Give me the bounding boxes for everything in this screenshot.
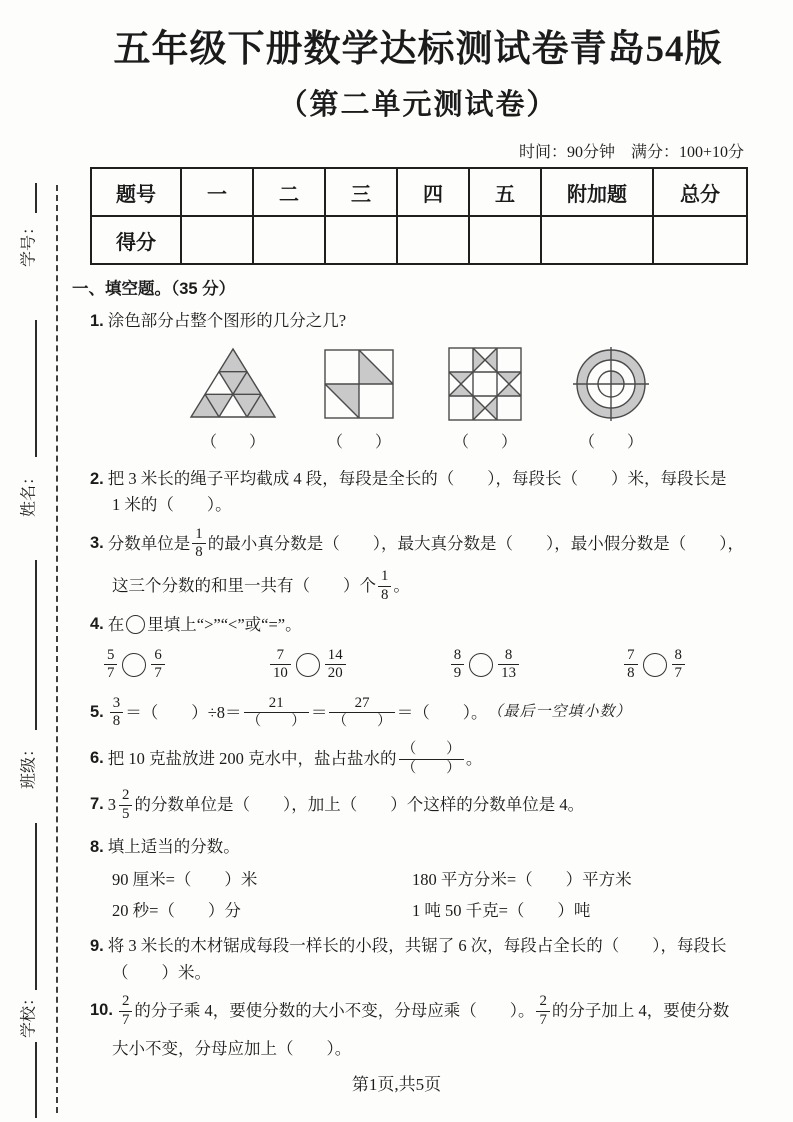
fraction: $\frac{7}{8}$ bbox=[624, 648, 637, 682]
question-number: 8. bbox=[90, 838, 104, 857]
conversion-item: 180 平方分米=（ ）平方米 bbox=[412, 869, 632, 889]
fraction: $\frac{8}{9}$ bbox=[451, 648, 464, 682]
question-text: 这三个分数的和里一共有（ ）个 bbox=[112, 576, 376, 596]
comparison-item bbox=[268, 648, 348, 682]
question-7 bbox=[90, 788, 746, 822]
score-table bbox=[90, 167, 748, 265]
question-line bbox=[90, 466, 746, 493]
paper-main-column bbox=[72, 0, 746, 1062]
concentric-circles-figure bbox=[561, 345, 661, 423]
question-text: 的分数单位是（ ），加上（ ）个这样的分数单位是 4。 bbox=[134, 795, 585, 815]
question-number: 5. bbox=[90, 703, 104, 722]
fraction: $\frac{1}{8}$ bbox=[378, 569, 391, 603]
conversion-item: 1 吨 50 千克=（ ）吨 bbox=[412, 901, 591, 921]
score-table-score-row bbox=[91, 216, 747, 264]
question-number: 1. bbox=[90, 312, 104, 331]
conversion-row bbox=[90, 898, 746, 924]
binding-dashed-line bbox=[56, 185, 58, 1113]
score-cell bbox=[253, 216, 325, 264]
triangle-pattern-figure bbox=[183, 345, 283, 423]
question-8 bbox=[90, 834, 746, 924]
class-label: 班级： bbox=[20, 740, 38, 790]
question-number: 6. bbox=[90, 749, 104, 768]
question-text: 的分子乘 4，要使分数的大小不变，分母应乘（ ）。 bbox=[134, 1001, 535, 1021]
score-cell bbox=[541, 216, 653, 264]
question-text: 的最小真分数是（ ），最大真分数是（ ），最小假分数是（ ）， bbox=[207, 534, 744, 554]
fraction: $\frac{6}{7}$ bbox=[151, 648, 164, 682]
fraction: $\frac{8}{13}$ bbox=[498, 648, 519, 682]
question-line: 大小不变，分母应加上（ ）。 bbox=[112, 1039, 352, 1059]
question-line bbox=[90, 569, 746, 603]
comparison-item bbox=[102, 648, 167, 682]
comparison-circle bbox=[296, 653, 320, 677]
square-pattern-figure bbox=[309, 345, 409, 423]
question-number: 7. bbox=[90, 795, 104, 814]
score-table-header-cell: 四 bbox=[397, 168, 469, 216]
question-1-figures bbox=[183, 345, 661, 423]
paper-subtitle: （第二单元测试卷） bbox=[278, 89, 558, 122]
question-text: 把 10 克盐放进 200 克水中，盐占盐水的 bbox=[107, 749, 397, 769]
margin-writing-line bbox=[35, 183, 37, 213]
fraction: $\frac{7}{10}$ bbox=[270, 648, 291, 682]
student-name-label: 姓名： bbox=[20, 468, 38, 518]
score-table-header-cell: 二 bbox=[253, 168, 325, 216]
score-cell bbox=[181, 216, 253, 264]
comparison-circle bbox=[122, 653, 146, 677]
question-text: 填上适当的分数。 bbox=[107, 837, 240, 857]
score-row-label: 得分 bbox=[91, 216, 181, 264]
score-cell bbox=[397, 216, 469, 264]
score-table-header-cell: 三 bbox=[325, 168, 397, 216]
fraction: $\frac{2}{7}$ bbox=[536, 994, 549, 1028]
conversion-item: 90 厘米=（ ）米 bbox=[112, 869, 258, 889]
comparison-circle-icon bbox=[126, 615, 145, 634]
fraction: $\frac{2}{7}$ bbox=[119, 994, 132, 1028]
question-line bbox=[90, 527, 746, 561]
fraction: $\frac{5}{7}$ bbox=[104, 648, 117, 682]
question-text: 分数单位是 bbox=[107, 534, 191, 554]
fraction: $\frac{8}{7}$ bbox=[672, 648, 685, 682]
fraction: $\frac{3}{8}$ bbox=[110, 696, 123, 730]
score-cell bbox=[653, 216, 747, 264]
question-3 bbox=[90, 527, 746, 603]
question-text: ＝（ ）÷8＝ bbox=[125, 703, 242, 723]
question-line bbox=[90, 834, 746, 861]
comparison-circle bbox=[469, 653, 493, 677]
school-label: 学校： bbox=[20, 989, 38, 1039]
answer-blank: （ ） bbox=[578, 433, 643, 451]
mixed-number-integer: 3 bbox=[107, 795, 117, 815]
paper-title: 五年级下册数学达标测试卷青岛54版 bbox=[113, 29, 723, 70]
score-table-header-row bbox=[91, 168, 747, 216]
question-6 bbox=[90, 742, 746, 776]
margin-writing-line bbox=[35, 823, 37, 990]
question-4 bbox=[90, 612, 746, 682]
section-1-heading: 一、填空题。（35 分） bbox=[72, 280, 236, 299]
fraction-with-blank: $\frac{27}{( )}$ bbox=[329, 696, 394, 730]
fraction-with-blank: $\frac{21}{( )}$ bbox=[244, 696, 309, 730]
comparison-circle bbox=[643, 653, 667, 677]
score-table-header-cell: 五 bbox=[469, 168, 541, 216]
question-2 bbox=[90, 466, 746, 518]
question-number: 10. bbox=[90, 1001, 113, 1020]
score-cell bbox=[469, 216, 541, 264]
comparison-row bbox=[90, 648, 687, 682]
fraction: $\frac{14}{20}$ bbox=[325, 648, 346, 682]
question-text: 将 3 米长的木材锯成每段一样长的小段，共锯了 6 次，每段占全长的（ ），每段长 bbox=[107, 935, 727, 955]
question-text: 。 bbox=[465, 749, 483, 769]
question-5 bbox=[90, 696, 746, 730]
fraction: $\frac{2}{5}$ bbox=[119, 788, 132, 822]
score-table-header-cell: 附加题 bbox=[541, 168, 653, 216]
margin-writing-line bbox=[35, 560, 37, 730]
answer-blank: （ ） bbox=[326, 433, 391, 451]
question-text: ＝ bbox=[310, 703, 328, 723]
question-10 bbox=[90, 994, 746, 1062]
comparison-item bbox=[622, 648, 687, 682]
question-text: ＝（ ）。 bbox=[396, 703, 488, 723]
question-number: 3. bbox=[90, 534, 104, 553]
answer-blank: （ ） bbox=[452, 433, 517, 451]
score-table-header-cell: 一 bbox=[181, 168, 253, 216]
question-text: 在 bbox=[107, 615, 125, 635]
question-number: 4. bbox=[90, 615, 104, 634]
fraction-with-blank: $\frac{( )}{( )}$ bbox=[399, 742, 464, 776]
question-line bbox=[90, 612, 746, 638]
question-note: （最后一空填小数） bbox=[487, 704, 632, 721]
question-9 bbox=[90, 933, 746, 985]
answer-blank: （ ） bbox=[200, 433, 265, 451]
question-text: 里填上“>”“<”或“=”。 bbox=[147, 615, 302, 635]
page-number-footer: 第1页,共5页 bbox=[351, 1075, 442, 1094]
question-line: （ ）米。 bbox=[112, 962, 211, 982]
question-1 bbox=[90, 308, 746, 335]
question-text: 涂色部分占整个图形的几分之几? bbox=[107, 311, 347, 331]
student-number-label: 学号： bbox=[20, 218, 38, 268]
question-text: 。 bbox=[393, 576, 410, 596]
question-line bbox=[90, 933, 746, 960]
score-table-header-cell: 题号 bbox=[91, 168, 181, 216]
question-text: 的分子加上 4，要使分数 bbox=[551, 1001, 730, 1021]
score-cell bbox=[325, 216, 397, 264]
fraction: $\frac{1}{8}$ bbox=[192, 527, 205, 561]
star-pattern-figure bbox=[435, 345, 535, 423]
time-score-info: 时间：90分钟 满分：100+10分 bbox=[518, 144, 744, 162]
score-table-header-cell: 总分 bbox=[653, 168, 747, 216]
question-line: 1 米的（ ）。 bbox=[112, 495, 232, 515]
question-number: 2. bbox=[90, 469, 104, 488]
margin-writing-line bbox=[35, 320, 37, 457]
conversion-item: 20 秒=（ ）分 bbox=[112, 901, 241, 921]
question-number: 9. bbox=[90, 936, 104, 955]
question-text: 把 3 米长的绳子平均截成 4 段，每段是全长的（ ），每段长（ ）米，每段长是 bbox=[107, 468, 727, 488]
question-line bbox=[90, 994, 746, 1028]
comparison-item bbox=[449, 648, 521, 682]
conversion-row bbox=[90, 867, 746, 893]
question-1-answer-blanks bbox=[183, 429, 661, 452]
